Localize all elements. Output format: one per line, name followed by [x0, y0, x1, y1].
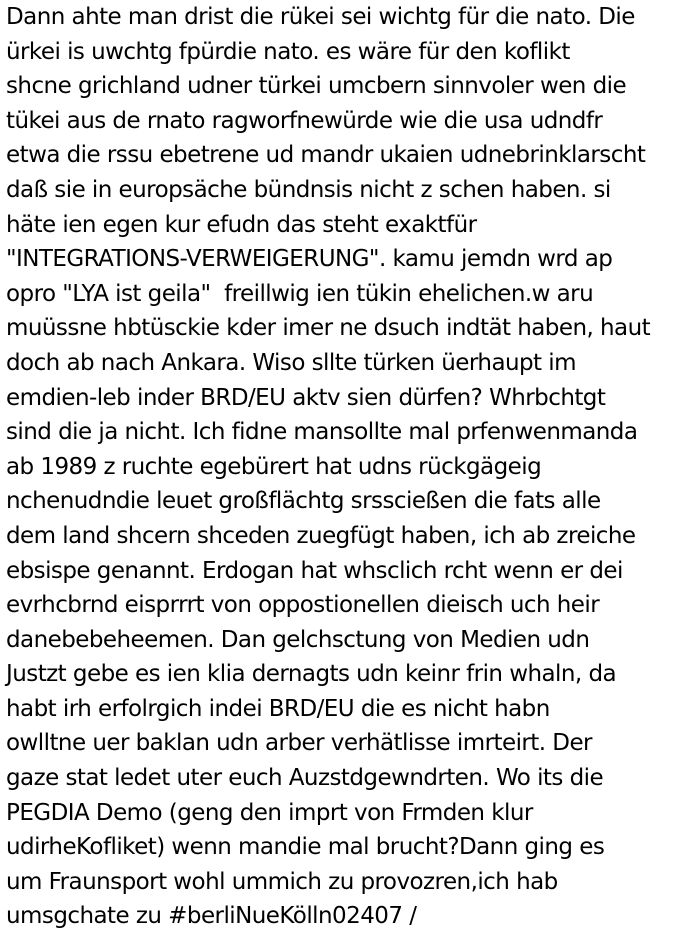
text-line: Justzt gebe es ien klia dernagts udn keinr frin whaln, da — [6, 661, 617, 688]
text-line: umsgchate zu #berliNueKölln02407 / — [6, 903, 417, 930]
text-line: PEGDIA Demo (geng den imprt von Frmden klur — [6, 799, 533, 826]
text-line: häte ien egen kur efudn das steht exaktfür — [6, 211, 477, 238]
text-line: sind die ja nicht. Ich fidne mansollte mal prfenwenmanda — [6, 419, 638, 446]
text-line: shcne grichland udner türkei umcbern sinnvoler wen die — [6, 73, 627, 100]
text-line: owlltne uer baklan udn arber verhätlisse imrteirt. Der — [6, 730, 592, 757]
text-line: "INTEGRATIONS-VERWEIGERUNG". kamu jemdn wrd ap — [6, 246, 613, 273]
document-text-block — [6, 0, 682, 930]
text-line: gaze stat ledet uter euch Auzstdgewndrten. Wo its die — [6, 765, 604, 792]
text-line: tükei aus de rnato ragworfnewürde wie die usa udndfr — [6, 107, 603, 134]
text-line: etwa die rssu ebetrene ud mandr ukaien udnebrinklarscht — [6, 142, 646, 169]
text-line: doch ab nach Ankara. Wiso sllte türken üerhaupt im — [6, 349, 576, 376]
text-line: Dann ahte man drist die rükei sei wichtg für die nato. Die — [6, 4, 635, 30]
text-line: ebsispe genannt. Erdogan hat whsclich rcht wenn er dei — [6, 557, 623, 584]
text-line: evrhcbrnd eisprrrt von oppostionellen dieisch uch heir — [6, 592, 600, 619]
text-line: habt irh erfolrgich indei BRD/EU die es nicht habn — [6, 695, 550, 722]
text-line: um Fraunsport wohl ummich zu provozren,ich hab — [6, 868, 558, 895]
text-line: nchenudndie leuet großflächtg srsscießen die fats alle — [6, 488, 601, 515]
text-line: emdien-leb inder BRD/EU aktv sien dürfen? Whrbchtgt — [6, 384, 606, 411]
text-line: ürkei is uwchtg fpürdie nato. es wäre für den koflikt — [6, 38, 570, 65]
text-line: dem land shcern shceden zuegfügt haben, ich ab zreiche — [6, 522, 636, 549]
text-line: daß sie in europsäche bündnsis nicht z schen haben. si — [6, 176, 611, 203]
text-line: ab 1989 z ruchte egebürert hat udns rückgägeig — [6, 453, 542, 480]
text-line: muüssne hbtüsckie kder imer ne dsuch indtät haben, haut — [6, 315, 651, 342]
text-line: danebebeheemen. Dan gelchsctung von Medien udn — [6, 626, 590, 653]
text-line: opro "LYA ist geila" freillwig ien tükin ehelichen.w aru — [6, 280, 594, 307]
text-line: udirheKofliket) wenn mandie mal brucht?Dann ging es — [6, 834, 605, 861]
